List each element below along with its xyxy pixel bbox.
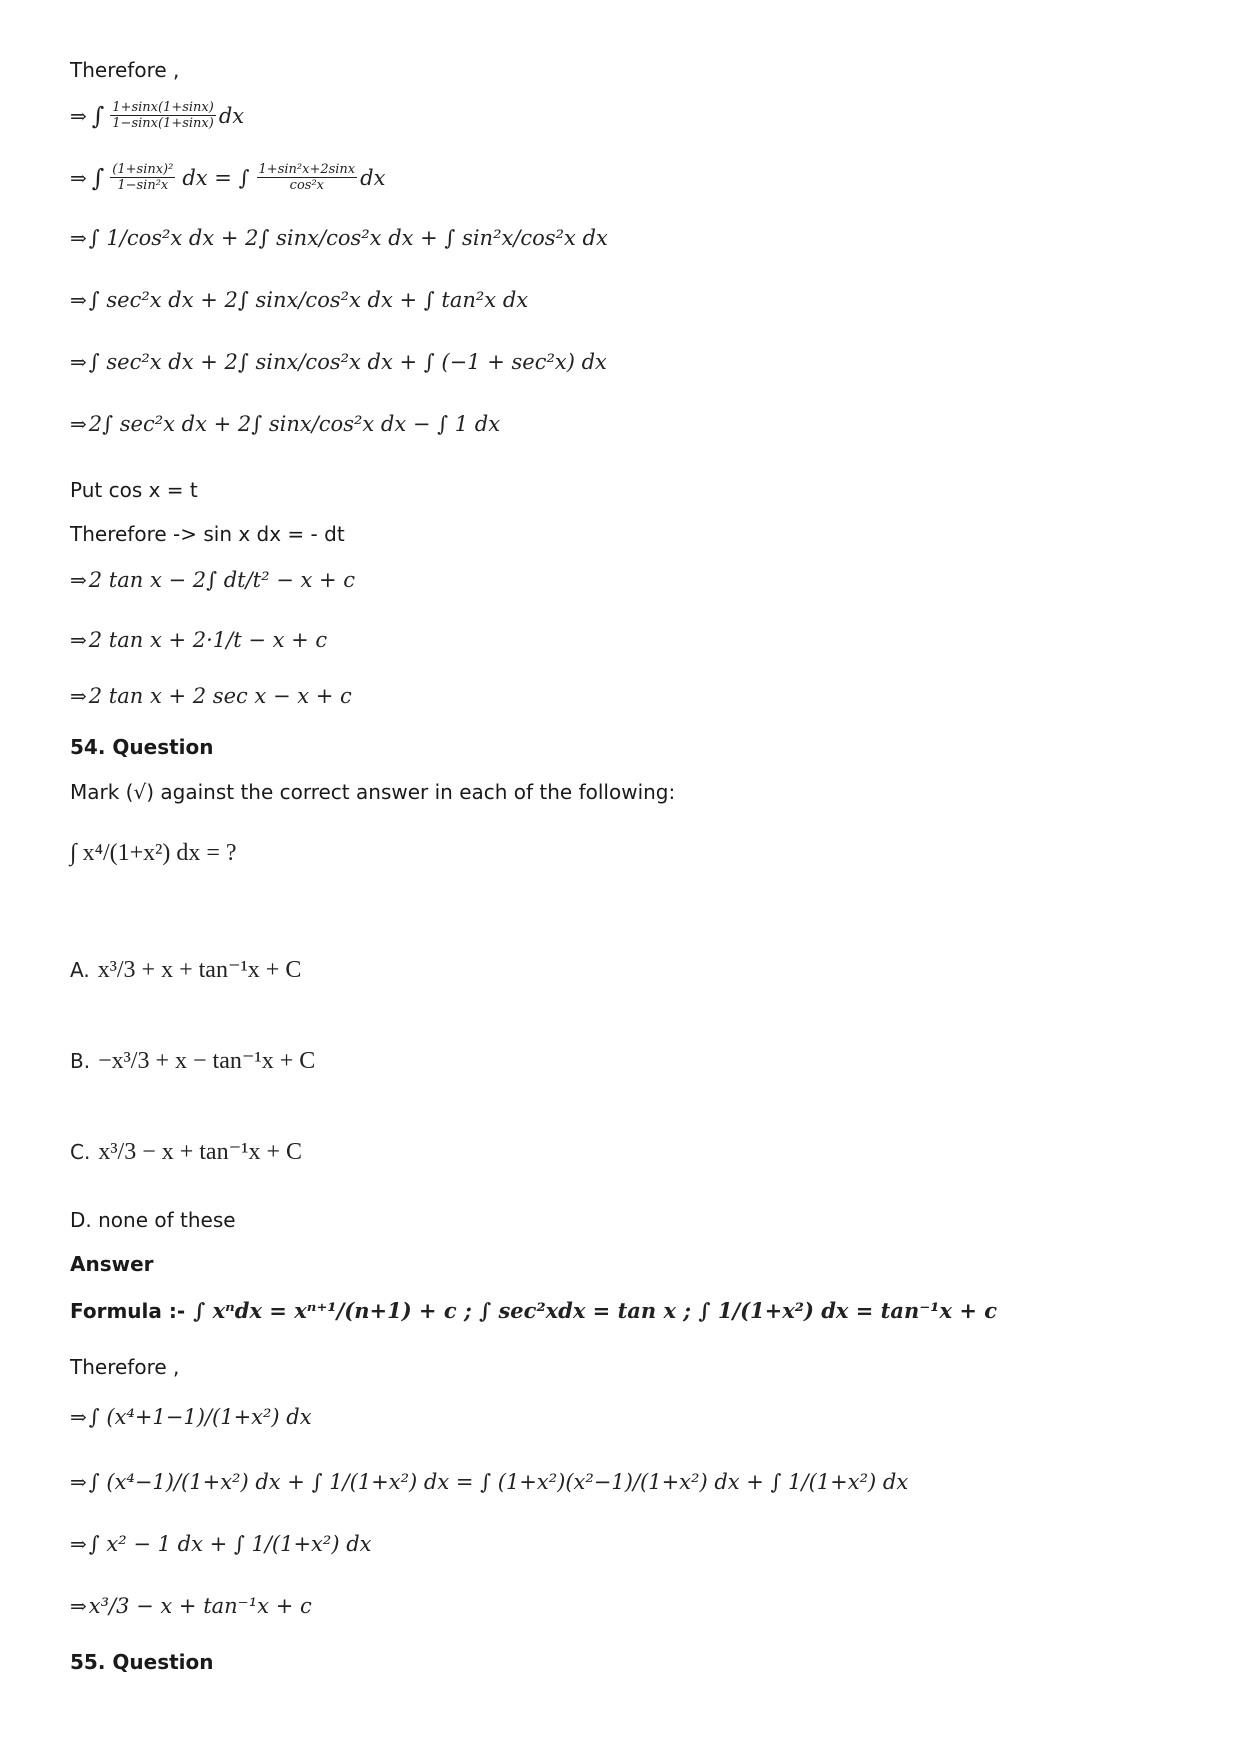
question-expression: ∫ x⁴/(1+x²) dx = ? (70, 840, 237, 866)
substitution-text: Put cos x = t (70, 478, 198, 502)
question-instruction: Mark (√) against the correct answer in each of the following: (70, 780, 676, 804)
math-step: ⇒ 2 tan x + 2 sec x − x + c (70, 684, 352, 708)
answer-heading: Answer (70, 1252, 154, 1276)
math-step: ⇒ ∫ 1/cos²x dx + 2∫ sinx/cos²x dx + ∫ sin²x/cos²x dx (70, 226, 608, 250)
math-step: ⇒ 2∫ sec²x dx + 2∫ sinx/cos²x dx − ∫ 1 dx (70, 412, 501, 436)
math-step: ⇒ 2 tan x + 2·1/t − x + c (70, 628, 328, 652)
option-b[interactable]: B. −x³/3 + x − tan⁻¹x + C (70, 1048, 316, 1074)
math-step: ⇒ ∫ 1+sinx(1+sinx) 1−sinx(1+sinx) dx (70, 100, 245, 131)
formula-line: Formula :- ∫ xⁿdx = xⁿ⁺¹/(n+1) + c ; ∫ sec²xdx = tan x ; ∫ 1/(1+x²) dx = tan⁻¹x + c (70, 1298, 998, 1323)
therefore-text: Therefore , (70, 58, 180, 82)
math-step: ⇒ x³/3 − x + tan⁻¹x + c (70, 1594, 312, 1618)
substitution-result: Therefore -> sin x dx = - dt (70, 522, 345, 546)
therefore-text: Therefore , (70, 1355, 180, 1379)
math-step: ⇒ ∫ x² − 1 dx + ∫ 1/(1+x²) dx (70, 1532, 372, 1556)
math-step: ⇒ 2 tan x − 2∫ dt/t² − x + c (70, 568, 356, 592)
question-heading: 54. Question (70, 735, 214, 759)
math-step: ⇒ ∫ (x⁴+1−1)/(1+x²) dx (70, 1405, 312, 1429)
math-step: ⇒ ∫ sec²x dx + 2∫ sinx/cos²x dx + ∫ tan²x dx (70, 288, 529, 312)
option-c[interactable]: C. x³/3 − x + tan⁻¹x + C (70, 1139, 302, 1165)
math-step: ⇒ ∫ (x⁴−1)/(1+x²) dx + ∫ 1/(1+x²) dx = ∫ (1+x²)(x²−1)/(1+x²) dx + ∫ 1/(1+x²) dx (70, 1470, 909, 1494)
question-heading: 55. Question (70, 1650, 214, 1674)
math-step: ⇒ ∫ (1+sinx)² 1−sin²x dx = ∫ 1+sin²x+2sinx cos²x dx (70, 162, 386, 193)
option-d[interactable]: D. none of these (70, 1208, 236, 1232)
math-step: ⇒ ∫ sec²x dx + 2∫ sinx/cos²x dx + ∫ (−1 + sec²x) dx (70, 350, 607, 374)
option-a[interactable]: A. x³/3 + x + tan⁻¹x + C (70, 957, 302, 983)
